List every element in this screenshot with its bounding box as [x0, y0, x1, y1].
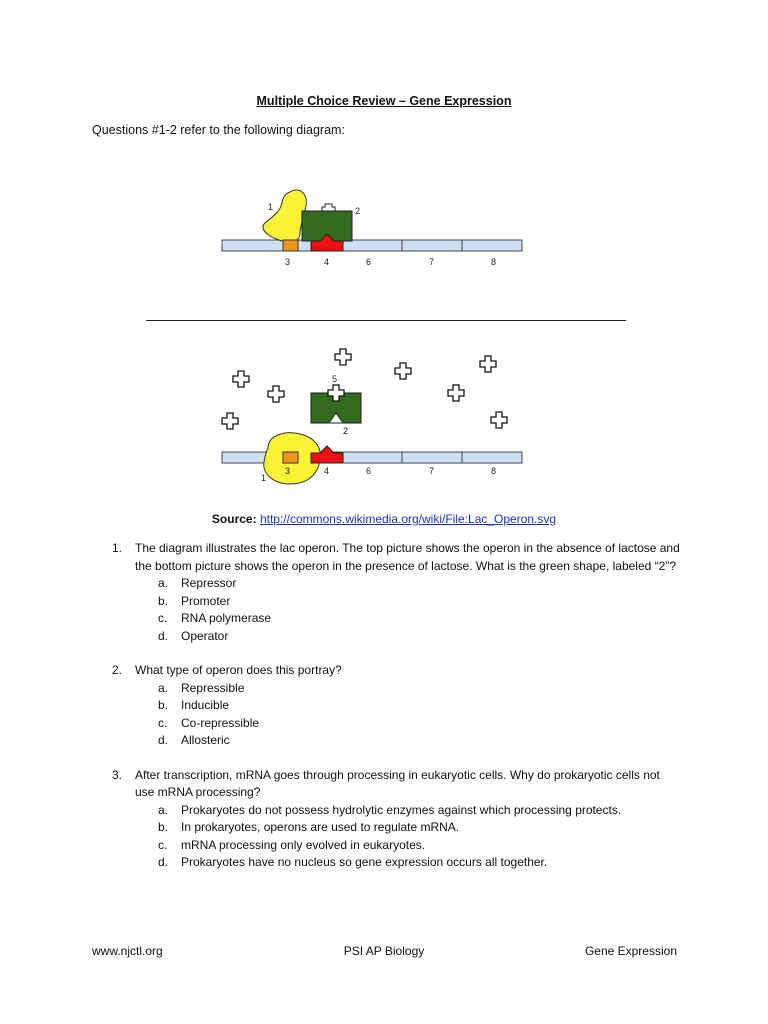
- footer-course: PSI AP Biology: [343, 944, 425, 958]
- lactose-icon: [395, 363, 411, 379]
- option-letter: d.: [158, 628, 169, 643]
- answer-option: [112, 680, 682, 698]
- answer-option: [112, 715, 682, 733]
- answer-option: [112, 854, 682, 872]
- question-2: [112, 662, 682, 750]
- source-label: Source:: [211, 512, 257, 526]
- label-bottom-4: 4: [324, 466, 330, 476]
- label-top-8: 8: [491, 257, 497, 267]
- option-letter: d.: [158, 733, 169, 747]
- diagram-divider: [146, 320, 626, 321]
- option-text: Allosteric: [181, 733, 230, 747]
- question-text: What type of operon does this portray?: [135, 663, 342, 677]
- lactose-icon: [233, 371, 249, 387]
- option-text: RNA polymerase: [181, 611, 272, 625]
- promoter-top: [283, 240, 298, 251]
- option-text: Co-repressible: [181, 715, 260, 730]
- label-bottom-3: 3: [285, 466, 291, 476]
- label-bottom-1: 1: [261, 473, 267, 483]
- question-1: [112, 540, 682, 645]
- label-top-1: 1: [268, 202, 274, 212]
- label-bottom-8: 8: [491, 466, 497, 476]
- repressor-lactose-site-top: [322, 204, 335, 211]
- label-top-7: 7: [429, 257, 435, 267]
- page-title: Multiple Choice Review – Gene Expression: [256, 94, 512, 108]
- option-letter: c.: [158, 837, 168, 852]
- option-text: Repressor: [181, 576, 237, 590]
- question-number: 3.: [112, 767, 123, 782]
- lactose-icon: [448, 385, 464, 401]
- label-top-4: 4: [324, 257, 330, 267]
- answer-option: [112, 697, 682, 715]
- source-link[interactable]: http://commons.wikimedia.org/wiki/File:Lac_Operon.svg: [259, 512, 557, 526]
- option-text: In prokaryotes, operons are used to regulate mRNA.: [181, 820, 460, 834]
- lactose-icon: [480, 356, 496, 372]
- label-top-6: 6: [366, 257, 372, 267]
- question-number: 1.: [112, 541, 123, 555]
- source-line: [0, 512, 768, 526]
- option-text: Repressible: [181, 680, 245, 695]
- answer-option: [112, 732, 682, 750]
- lactose-icon: [222, 413, 238, 429]
- lactose-icon: [268, 386, 284, 402]
- label-bottom-6: 6: [366, 466, 372, 476]
- answer-option: [112, 802, 682, 820]
- label-top-2: 2: [355, 206, 361, 216]
- dna-strand-top: [222, 240, 522, 251]
- answer-option: [112, 593, 682, 611]
- answer-option: [112, 610, 682, 628]
- question-3: [112, 767, 682, 872]
- footer-topic: Gene Expression: [584, 944, 677, 958]
- option-letter: d.: [158, 855, 169, 869]
- option-text: Promoter: [181, 593, 231, 608]
- answer-option: [112, 575, 682, 593]
- option-text: Prokaryotes have no nucleus so gene expression occurs all together.: [181, 855, 548, 869]
- lactose-molecules: [222, 349, 507, 429]
- answer-option: [112, 628, 682, 646]
- bottom-panel: [222, 349, 522, 484]
- option-text: Operator: [181, 628, 229, 643]
- label-bottom-2: 2: [343, 426, 349, 436]
- option-text: Prokaryotes do not possess hydrolytic enzymes against which processing protects.: [181, 802, 622, 817]
- question-text: The diagram illustrates the lac operon. The top picture shows the operon in the absence of lactose and the bottom picture shows the operon in the presence of lactose. What is the green shape, labeled “2”?: [135, 541, 680, 573]
- option-letter: b.: [158, 593, 169, 608]
- diagram-intro: Questions #1-2 refer to the following diagram:: [92, 123, 345, 137]
- label-top-3: 3: [285, 257, 291, 267]
- label-bottom-7: 7: [429, 466, 435, 476]
- promoter-bottom: [283, 452, 298, 463]
- footer-website: www.njctl.org: [92, 944, 163, 958]
- option-text: Inducible: [181, 698, 230, 712]
- question-number: 2.: [112, 663, 123, 677]
- question-text: After transcription, mRNA goes through processing in eukaryotic cells. Why do prokaryotic cells not use mRNA processing?: [135, 767, 660, 799]
- option-letter: a.: [158, 680, 169, 695]
- top-panel: [222, 190, 522, 251]
- lactose-icon: [491, 412, 507, 428]
- option-letter: a.: [158, 802, 169, 817]
- option-text: mRNA processing only evolved in eukaryotes.: [181, 837, 426, 852]
- lactose-icon: [335, 349, 351, 365]
- option-letter: c.: [158, 715, 168, 730]
- question-list: [112, 540, 682, 889]
- rna-polymerase-top: [263, 190, 306, 242]
- label-bottom-5: 5: [332, 374, 338, 384]
- option-letter: a.: [158, 576, 169, 590]
- lac-operon-diagram: [200, 180, 540, 490]
- option-letter: b.: [158, 698, 169, 712]
- answer-option: [112, 837, 682, 855]
- option-letter: c.: [158, 611, 168, 625]
- answer-option: [112, 819, 682, 837]
- option-letter: b.: [158, 820, 169, 834]
